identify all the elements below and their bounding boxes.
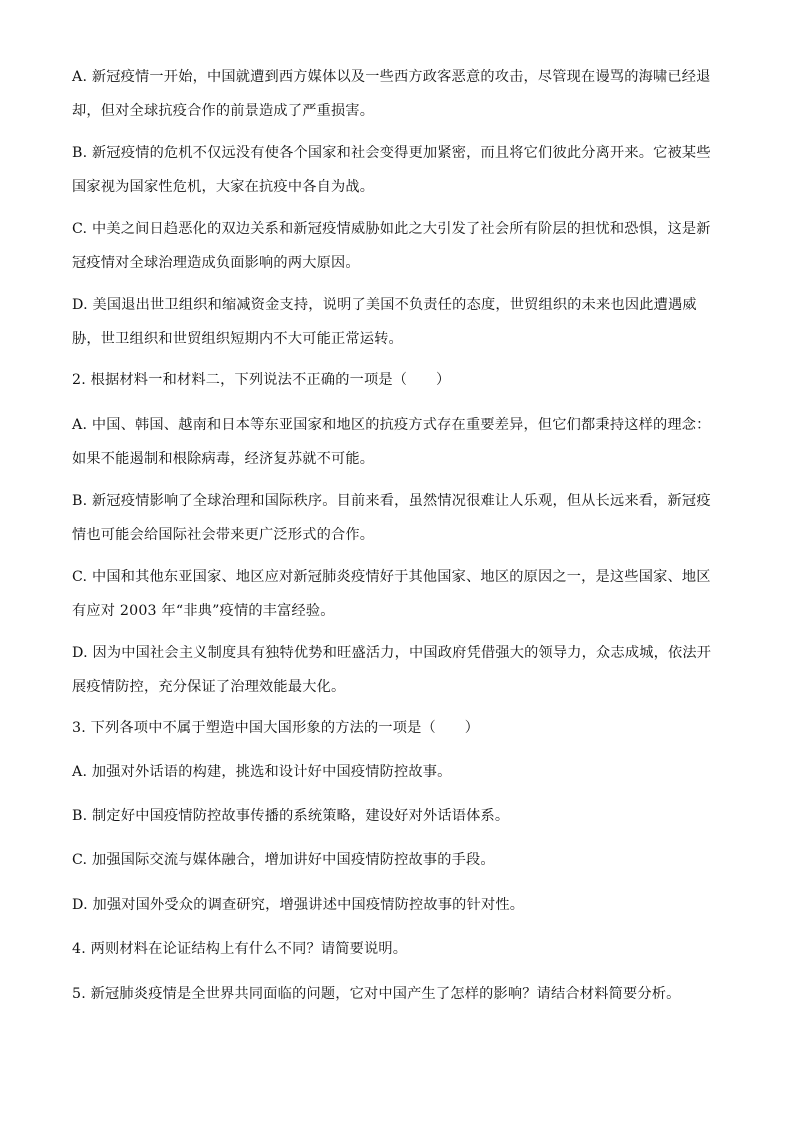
q2-option-b: B. 新冠疫情影响了全球治理和国际秩序。目前来看，虽然情况很难让人乐观，但从长远来看，新冠疫情也可能会给国际社会带来更广泛形式的合作。 — [72, 493, 711, 543]
q3-option-b: B. 制定好中国疫情防控故事传播的系统策略，建设好对外话语体系。 — [72, 808, 510, 824]
q2-option-a: A. 中国、韩国、越南和日本等东亚国家和地区的抗疫方式存在重要差异，但它们都秉持这样的理念：如果不能遏制和根除病毒，经济复苏就不可能。 — [72, 417, 711, 467]
q1-option-d: D. 美国退出世卫组织和缩减资金支持，说明了美国不负责任的态度，世贸组织的未来也因此遭遇威胁，世卫组织和世贸组织短期内不大可能正常运转。 — [72, 297, 697, 347]
q1-option-c: C. 中美之间日趋恶化的双边关系和新冠疫情威胁如此之大引发了社会所有阶层的担忧和恐惧，这是新冠疫情对全球治理造成负面影响的两大原因。 — [72, 221, 711, 271]
question-4: 4. 两则材料在论证结构上有什么不同？请简要说明。 — [72, 941, 408, 957]
q1-option-b: B. 新冠疫情的危机不仅远没有使各个国家和社会变得更加紧密，而且将它们彼此分离开来。它被某些国家视为国家性危机，大家在抗疫中各自为战。 — [72, 145, 711, 195]
q3-option-c: C. 加强国际交流与媒体融合，增加讲好中国疫情防控故事的手段。 — [72, 852, 495, 868]
question-2: 2. 根据材料一和材料二，下列说法不正确的一项是（ ） — [72, 372, 451, 388]
question-3: 3. 下列各项中不属于塑造中国大国形象的方法的一项是（ ） — [72, 720, 480, 736]
q3-option-a: A. 加强对外话语的构建，挑选和设计好中国疫情防控故事。 — [72, 764, 452, 780]
q2-option-d: D. 因为中国社会主义制度具有独特优势和旺盛活力，中国政府凭借强大的领导力，众志成城，依法开展疫情防控，充分保证了治理效能最大化。 — [72, 645, 712, 695]
q1-option-a: A. 新冠疫情一开始，中国就遭到西方媒体以及一些西方政客恶意的攻击，尽管现在谩骂的海啸已经退却，但对全球抗疫合作的前景造成了严重损害。 — [72, 69, 711, 119]
q3-option-d: D. 加强对国外受众的调查研究，增强讲述中国疫情防控故事的针对性。 — [72, 897, 525, 913]
q2-option-c: C. 中国和其他东亚国家、地区应对新冠肺炎疫情好于其他国家、地区的原因之一，是这些国家、地区有应对 2003 年“非典”疫情的丰富经验。 — [72, 569, 711, 619]
question-5: 5. 新冠肺炎疫情是全世界共同面临的问题，它对中国产生了怎样的影响？请结合材料简要分析。 — [72, 986, 681, 1002]
